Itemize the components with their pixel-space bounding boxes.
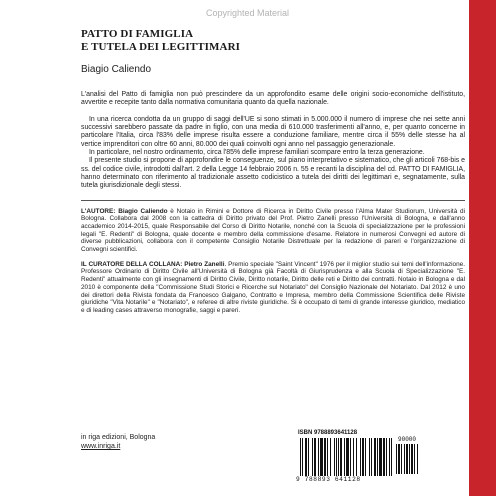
paragraph: In particolare, nel nostro ordinamento, circa l'85% delle imprese familiari scompare entro la terza generazione. [89, 149, 425, 157]
red-spine-band [469, 0, 496, 496]
curator-bio-text: . Premio speciale "Saint Vincent" 1976 per il miglior studio sui temi dell'informazione. Professore Ordinario di Diritto Civile all'Università di Bologna già Facoltà di Giurisprudenza e alla Scuola di Specializzazione "E. Redenti" attualmente con gli insegnamenti di Diritto Civile, Diritto notarile, Diritto delle reti e Diritto dei contratti. Notaio in Bologna e dal 2010 è componente della "Commissione Studi Storici e Ricerche sul Notariato" del Consiglio Nazionale del Notariato. Dal 2012 è uno dei direttori della Rivista fondata da Francesco Galgano, Contratto e Impresa, membro della Commissione Scientifica delle Riviste giuridiche "Vita Notarile" e "Notariato", e referee di altre riviste giuridiche. Si è occupato di temi di grande interesse giuridico, mediatico e di leading cases attraverso monografie, saggi e pareri. [81, 260, 465, 314]
isbn-label: ISBN 9788893641128 [298, 430, 358, 436]
barcode-addon-price: 90000 [398, 436, 417, 443]
isbn-barcode [296, 430, 424, 486]
author-bio-label: L'AUTORE: Biagio Caliendo [81, 207, 168, 215]
publisher-name: in riga edizioni, Bologna [81, 434, 156, 441]
barcode-digits: 9 788893 641128 [296, 476, 361, 483]
book-author: Biagio Caliendo [81, 64, 152, 75]
publisher-info [81, 433, 155, 451]
book-title [81, 28, 465, 54]
title-line-2: E TUTELA DEI LEGITTIMARI [81, 41, 240, 53]
publisher-url-link[interactable]: www.inriga.it [81, 443, 121, 450]
back-cover-content [81, 28, 465, 322]
barcode-addon-bars [396, 444, 422, 482]
synopsis [81, 91, 465, 191]
paragraph: L'analisi del Patto di famiglia non può prescindere da un approfondito esame delle origini socio-economiche dell'istituto, avvertite e recepite tanto dalla normativa comunitaria quanto da quella nazionale. [81, 91, 465, 107]
paragraph: Il presente studio si propone di approfondire le conseguenze, sul piano interpretativo e sistematico, che gli articoli 768-bis e ss. del codice civile, introdotti dall'art. 2 della Legge 14 febbraio 2006 n. 55 e recanti la disciplina del cd. PATTO DI FAMIGLIA, hanno determinato con riferimento al tradizionale assetto codicistico a tutela dei diritti dei legittimari e, segnatamente, sulla tutela giurisdizionale degli stessi. [81, 157, 465, 190]
divider [81, 200, 465, 201]
paragraph: In una ricerca condotta da un gruppo di saggi dell'UE si sono stimati in 5.000.000 il numero di imprese che nei sette anni successivi sarebbero passate da padre in figlio, con una media di 610.000 trasferimenti all'anno, e, per quanto concerne in particolare l'Italia, circa l'83% delle imprese risulta essere a conduzione familiare, mentre circa il 55% delle stesse ha al vertice imprenditori con oltre 60 anni, 80.000 dei quali coinvolti ogni anno nel passaggio generazionale. [81, 115, 465, 148]
author-bio [81, 208, 465, 254]
curator-bio-label: IL CURATORE DELLA COLLANA: Pietro Zanelli [81, 260, 225, 268]
curator-bio [81, 261, 465, 315]
copyright-watermark: Copyrighted Material [206, 8, 290, 18]
barcode-bars [300, 438, 392, 476]
author-bio-text: è Notaio in Rimini e Dottore di Ricerca in Diritto Civile presso l'Alma Mater Studiorum, Università di Bologna. Collabora dal 2008 con la cattedra di Diritto privato del Prof. Pietro Zanelli presso l'Università di Bologna, e dall'anno accademico 2014-2015, quale Responsabile del Corso di Diritto Notarile, nonché con la Scuola di specializzazione per le professioni legali "E. Redenti" di Bologna, quale docente e membro della commissione d'esame. Relatore in numerosi Convegni ed autore di diverse pubblicazioni, collabora con il competente Consiglio Notarile Distrettuale per la redazione di pareri e l'organizzazione di Convegni scientifici. [81, 207, 465, 254]
title-line-1: PATTO DI FAMIGLIA [81, 28, 194, 40]
